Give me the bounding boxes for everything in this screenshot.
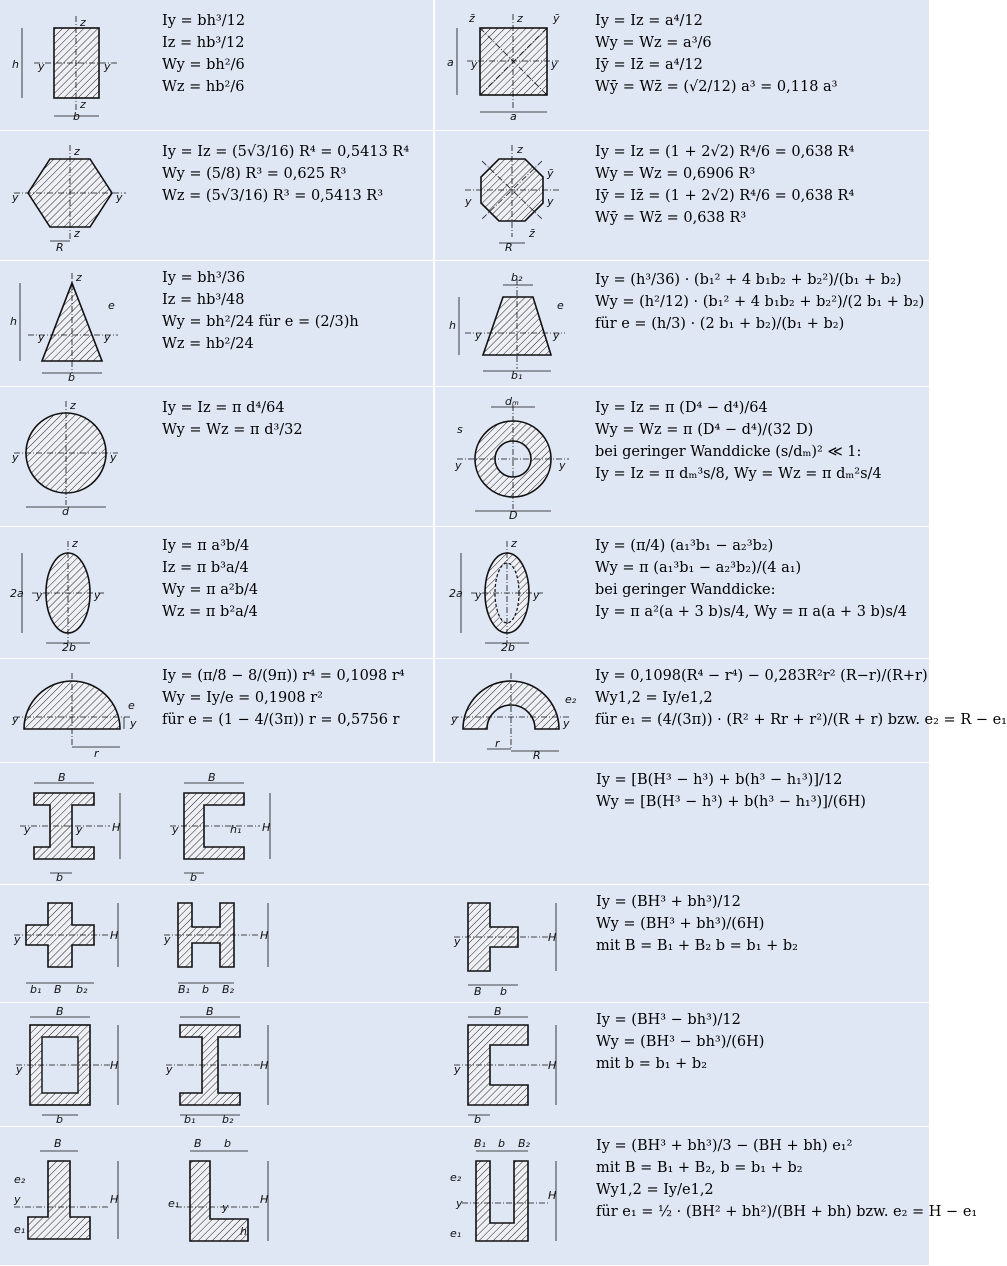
rectangle-section-icon	[8, 12, 128, 122]
svg-text:b₂: b₂	[511, 271, 523, 284]
svg-text:e₁: e₁	[450, 1227, 462, 1240]
rectangle-cell	[0, 0, 433, 130]
formula-line: Wz = π b²a/4	[162, 604, 258, 620]
formula-line: Iy = (BH³ + bh³)/3 − (BH + bh) e₁²	[596, 1138, 853, 1154]
hollow-box-section-icon	[10, 1005, 130, 1126]
formula-line: Iy = Iz = π d⁴/64	[162, 400, 285, 416]
svg-text:h₁: h₁	[230, 823, 242, 836]
svg-text:H: H	[260, 1059, 269, 1072]
channel-sections-cell	[0, 763, 929, 885]
svg-text:b₁: b₁	[184, 1113, 196, 1126]
svg-text:y: y	[475, 589, 482, 602]
formula-line: für e₁ = (4/(3π)) · (R² + Rr + r²)/(R + r) bzw. e₂ = R − e₁	[595, 712, 1007, 728]
svg-text:y: y	[551, 58, 558, 71]
svg-text:H: H	[260, 929, 269, 942]
svg-text:b: b	[474, 1113, 481, 1126]
svg-text:b: b	[73, 110, 80, 123]
i-section-icon	[160, 1005, 280, 1126]
svg-text:y: y	[76, 823, 83, 836]
svg-text:D: D	[509, 509, 518, 522]
table-row	[0, 762, 929, 885]
cross-section-icon	[10, 893, 130, 999]
svg-text:y: y	[14, 1193, 21, 1206]
svg-text:H: H	[548, 931, 557, 944]
svg-text:y: y	[116, 191, 123, 204]
svg-text:H: H	[110, 929, 119, 942]
svg-text:B: B	[58, 771, 66, 784]
formula-line: für e₁ = ½ · (BH² + bh²)/(BH + bh) bzw. e₂ = H − e₁	[596, 1204, 978, 1220]
open-c-section-icon	[448, 1005, 568, 1126]
semicircle-cell	[0, 659, 433, 763]
formula-line: Wy = Wz = 0,6906 R³	[595, 166, 756, 182]
svg-text:ȳ: ȳ	[553, 12, 560, 25]
svg-text:b: b	[68, 371, 75, 384]
svg-text:y: y	[454, 935, 461, 948]
formula-line: bei geringer Wanddicke (s/dₘ)² ≪ 1:	[595, 444, 862, 460]
svg-text:y: y	[164, 933, 171, 946]
svg-text:z: z	[76, 271, 82, 284]
svg-text:B: B	[54, 1137, 62, 1150]
formula-line: mit B = B₁ + B₂, b = b₁ + b₂	[596, 1160, 803, 1176]
formula-line: Iy = (π/4) (a₁³b₁ − a₂³b₂)	[595, 538, 774, 554]
svg-text:R: R	[533, 749, 541, 762]
elliptic-ring-cell	[435, 527, 929, 659]
square-section-icon	[447, 8, 582, 123]
svg-text:a: a	[510, 110, 517, 123]
half-ring-cell	[435, 659, 1007, 763]
svg-text:y: y	[475, 329, 482, 342]
formula-line: Wz = hb²/24	[162, 336, 254, 352]
svg-text:b: b	[190, 871, 197, 884]
hexagon-section-icon	[8, 141, 138, 253]
svg-text:e₂: e₂	[565, 693, 577, 706]
table-row	[0, 0, 929, 130]
elliptic-ring-section-icon	[447, 535, 567, 653]
svg-text:b₁: b₁	[511, 369, 523, 382]
formula-line: Wy = (h²/12) · (b₁² + 4 b₁b₂ + b₂²)/(2 b₁ + b₂)	[595, 294, 925, 310]
formula-line: mit b = b₁ + b₂	[596, 1056, 708, 1072]
ring-section-icon	[447, 397, 577, 521]
svg-text:B: B	[474, 985, 482, 998]
svg-text:B: B	[194, 1137, 202, 1150]
table-row	[0, 884, 929, 1003]
svg-text:r: r	[495, 737, 500, 750]
svg-text:B: B	[54, 983, 62, 996]
svg-text:H: H	[262, 821, 271, 834]
svg-text:d: d	[62, 505, 69, 518]
circle-cell	[0, 387, 433, 527]
svg-text:e₂: e₂	[14, 1173, 26, 1186]
svg-text:R: R	[56, 241, 64, 254]
svg-text:y: y	[456, 1197, 463, 1210]
svg-text:y: y	[166, 1063, 173, 1076]
table-row	[0, 1126, 978, 1266]
svg-text:R: R	[505, 241, 513, 254]
svg-text:b₂: b₂	[222, 1113, 234, 1126]
hollow-sections-cell	[0, 1003, 929, 1127]
formula-line: Wy = Wz = a³/6	[595, 35, 712, 51]
svg-text:s: s	[457, 423, 463, 436]
svg-text:z: z	[517, 143, 523, 156]
svg-text:B₁: B₁	[178, 983, 190, 996]
svg-text:y: y	[16, 1063, 23, 1076]
svg-text:y: y	[130, 717, 137, 730]
svg-text:H: H	[260, 1193, 269, 1206]
svg-text:H: H	[110, 1193, 119, 1206]
svg-text:y: y	[110, 451, 117, 464]
ellipse-section-icon	[8, 535, 128, 653]
svg-text:e: e	[128, 699, 135, 712]
formula-line: Iy = Iz = π dₘ³s/8, Wy = Wz = π dₘ²s/4	[595, 466, 882, 482]
svg-text:r: r	[94, 747, 99, 760]
svg-text:B₁: B₁	[474, 1137, 486, 1150]
table-row	[0, 260, 929, 387]
formula-line: Iy = (π/8 − 8/(9π)) r⁴ = 0,1098 r⁴	[162, 668, 405, 684]
formula-line: Wy = Wz = π d³/32	[162, 422, 303, 438]
svg-text:e: e	[108, 299, 115, 312]
svg-text:B: B	[56, 1005, 64, 1018]
svg-text:H: H	[548, 1189, 557, 1202]
formula-line: für e = (1 − 4/(3π)) r = 0,5756 r	[162, 712, 400, 728]
svg-text:B: B	[494, 1005, 502, 1018]
svg-text:b₁: b₁	[30, 983, 42, 996]
formula-line: Wy1,2 = Iy/e1,2	[596, 1182, 714, 1198]
svg-text:z̄: z̄	[529, 227, 535, 240]
formula-line: Wy = Iy/e = 0,1908 r²	[162, 690, 323, 706]
formula-line: Wz = (5√3/16) R³ = 0,5413 R³	[162, 188, 384, 204]
svg-text:B: B	[208, 771, 216, 784]
svg-text:h: h	[449, 319, 456, 332]
square-cell	[435, 0, 929, 130]
svg-text:y: y	[94, 589, 101, 602]
formula-line: Iy = (h³/36) · (b₁² + 4 b₁b₂ + b₂²)/(b₁ + b₂)	[595, 272, 902, 288]
formula-line: Wȳ = Wz̄ = (√2/12) a³ = 0,118 a³	[595, 79, 838, 95]
formula-line: Iy = bh³/12	[162, 13, 246, 29]
svg-text:y: y	[172, 823, 179, 836]
svg-text:b: b	[202, 983, 209, 996]
formula-line: Iy = Iz = π (D⁴ − d⁴)/64	[595, 400, 768, 416]
svg-text:2b: 2b	[501, 641, 515, 654]
svg-text:y: y	[553, 329, 560, 342]
svg-text:z: z	[80, 98, 86, 111]
formula-line: Wy = bh²/6	[162, 57, 245, 73]
svg-text:z: z	[70, 399, 76, 412]
formula-line: Iy = π a²(a + 3 b)s/4, Wy = π a(a + 3 b)s/4	[595, 604, 908, 620]
formula-line: Iy = (BH³ + bh³)/12	[596, 894, 741, 910]
l-section-icon	[160, 1137, 280, 1257]
svg-text:b: b	[56, 871, 63, 884]
octagon-section-icon	[447, 139, 577, 257]
svg-text:z: z	[74, 227, 80, 240]
formula-line: Wy = bh²/24 für e = (2/3)h	[162, 314, 359, 330]
svg-text:2b: 2b	[62, 641, 76, 654]
svg-text:B₂: B₂	[518, 1137, 530, 1150]
table-row	[0, 658, 1007, 763]
svg-text:y: y	[547, 195, 554, 208]
formula-line: Iy = Iz = (1 + 2√2) R⁴/6 = 0,638 R⁴	[595, 144, 855, 160]
formula-line: Iy = [B(H³ − h³) + b(h³ − h₁³)]/12	[596, 772, 843, 788]
svg-text:h: h	[10, 315, 17, 328]
formula-line: für e = (h/3) · (2 b₁ + b₂)/(b₁ + b₂)	[595, 316, 845, 332]
svg-text:a: a	[447, 56, 454, 69]
half-ring-section-icon	[447, 667, 587, 762]
h-section-icon	[160, 893, 280, 999]
formula-line: Wy = (5/8) R³ = 0,625 R³	[162, 166, 347, 182]
ellipse-cell	[0, 527, 433, 659]
svg-text:e₁: e₁	[168, 1197, 180, 1210]
formula-line: Iz = hb³/12	[162, 35, 245, 51]
formula-line: Iy = bh³/36	[162, 270, 246, 286]
svg-text:y: y	[104, 60, 111, 73]
table-row	[0, 386, 929, 527]
svg-text:h: h	[12, 58, 19, 71]
table-row	[0, 526, 929, 659]
formula-line: Wȳ = Wz̄ = 0,638 R³	[595, 210, 747, 226]
formula-line: Wy1,2 = Iy/e1,2	[595, 690, 713, 706]
svg-text:2a: 2a	[449, 587, 463, 600]
flange-sections-cell	[0, 885, 929, 1003]
svg-text:z̄: z̄	[469, 12, 475, 25]
formula-line: bei geringer Wanddicke:	[595, 582, 776, 598]
svg-text:y: y	[451, 713, 458, 726]
t-section-icon	[448, 893, 568, 999]
svg-text:y: y	[12, 713, 19, 726]
svg-text:y: y	[38, 331, 45, 344]
formula-line: Iy = (BH³ − bh³)/12	[596, 1012, 741, 1028]
formula-line: Wy = [B(H³ − h³) + b(h³ − h₁³)]/(6H)	[596, 794, 866, 810]
svg-text:H: H	[112, 821, 121, 834]
octagon-cell	[435, 131, 929, 261]
svg-text:y: y	[104, 331, 111, 344]
svg-text:dₘ: dₘ	[505, 395, 519, 408]
formula-line: Wz = hb²/6	[162, 79, 245, 95]
formula-line: Iy = Iz = (5√3/16) R⁴ = 0,5413 R⁴	[162, 144, 410, 160]
svg-text:y: y	[455, 459, 462, 472]
t-flange-section-icon	[10, 1137, 130, 1257]
svg-text:z: z	[72, 537, 78, 550]
svg-text:y: y	[24, 823, 31, 836]
svg-text:e₂: e₂	[450, 1171, 462, 1184]
formula-line: Iy = π a³b/4	[162, 538, 250, 554]
svg-text:z: z	[74, 145, 80, 158]
circle-section-icon	[8, 397, 128, 517]
svg-text:z: z	[511, 537, 517, 550]
formula-line: Wy = (BH³ + bh³)/(6H)	[596, 916, 765, 932]
formula-line: Iy = 0,1098(R⁴ − r⁴) − 0,283R²r² (R−r)/(R+r)	[595, 668, 928, 684]
u-section-icon	[448, 1137, 568, 1257]
svg-text:y: y	[14, 933, 21, 946]
svg-text:z: z	[80, 16, 86, 29]
svg-text:b: b	[224, 1137, 231, 1150]
triangle-cell	[0, 261, 433, 387]
svg-text:y: y	[471, 58, 478, 71]
svg-text:y: y	[36, 589, 43, 602]
svg-text:y: y	[563, 717, 570, 730]
svg-text:2a: 2a	[10, 587, 24, 600]
svg-text:y: y	[533, 589, 540, 602]
svg-text:y: y	[38, 60, 45, 73]
formula-line: mit B = B₁ + B₂ b = b₁ + b₂	[596, 938, 798, 954]
svg-text:b: b	[500, 985, 507, 998]
svg-text:h: h	[240, 1225, 247, 1238]
trapezoid-section-icon	[447, 269, 577, 381]
table-row	[0, 1002, 929, 1127]
hexagon-cell	[0, 131, 433, 261]
formula-line: Wy = Wz = π (D⁴ − d⁴)/(32 D)	[595, 422, 814, 438]
c-channel-section-icon	[160, 773, 280, 883]
formula-line: Wy = π (a₁³b₁ − a₂³b₂)/(4 a₁)	[595, 560, 802, 576]
svg-text:e₁: e₁	[14, 1223, 26, 1236]
triangle-section-icon	[8, 269, 128, 384]
svg-text:z: z	[517, 12, 523, 25]
formula-line: Iz = hb³/48	[162, 292, 245, 308]
svg-text:B₂: B₂	[222, 983, 234, 996]
svg-text:e: e	[557, 299, 564, 312]
svg-text:H: H	[548, 1059, 557, 1072]
formula-line: Iȳ = Iz̄ = a⁴/12	[595, 57, 703, 73]
trapezoid-cell	[435, 261, 929, 387]
formula-line: Wy = (BH³ − bh³)/(6H)	[596, 1034, 765, 1050]
formula-line: Iz = π b³a/4	[162, 560, 249, 576]
svg-text:B: B	[206, 1005, 214, 1018]
svg-text:y: y	[465, 195, 472, 208]
svg-text:y: y	[12, 191, 19, 204]
i-beam-channel-section-icon	[10, 773, 130, 883]
formula-line: Iȳ = Iz̄ = (1 + 2√2) R⁴/6 = 0,638 R⁴	[595, 188, 855, 204]
svg-text:b: b	[56, 1113, 63, 1126]
svg-text:ȳ: ȳ	[547, 167, 554, 180]
asymmetric-sections-cell	[0, 1127, 978, 1266]
svg-text:y: y	[454, 1063, 461, 1076]
svg-text:y: y	[12, 451, 19, 464]
ring-cell	[435, 387, 929, 527]
semicircle-section-icon	[8, 667, 148, 759]
formula-line: Wy = π a²b/4	[162, 582, 259, 598]
svg-text:b: b	[498, 1137, 505, 1150]
formula-line: Iy = Iz = a⁴/12	[595, 13, 703, 29]
table-row	[0, 130, 929, 261]
svg-text:y: y	[559, 459, 566, 472]
svg-text:y: y	[222, 1201, 229, 1214]
svg-text:b₂: b₂	[76, 983, 88, 996]
svg-text:H: H	[110, 1059, 119, 1072]
